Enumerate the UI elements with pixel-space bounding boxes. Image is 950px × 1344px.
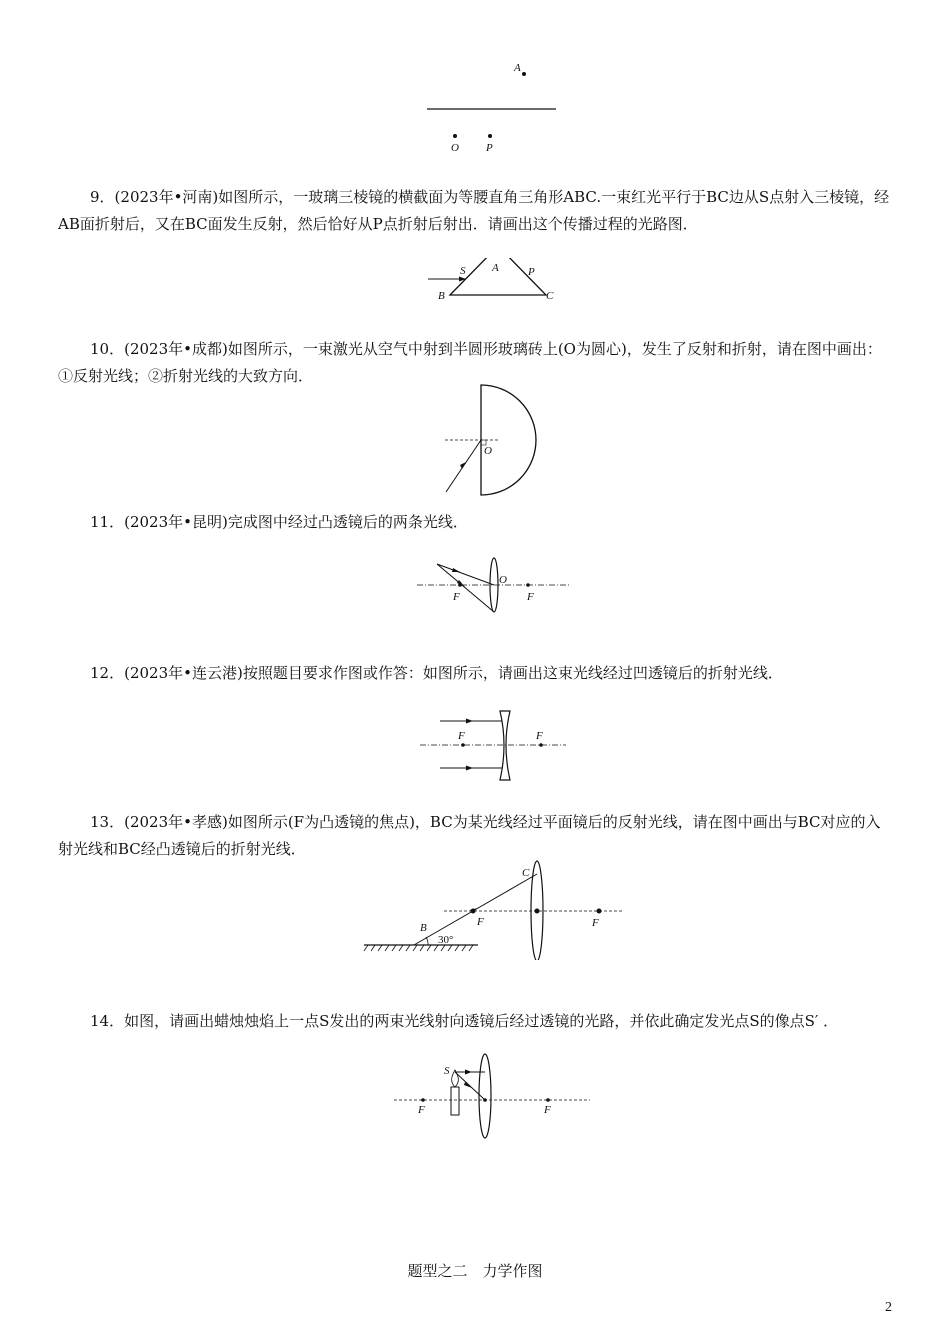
question-9-text: (2023年•河南)如图所示，一玻璃三棱镜的横截面为等腰直角三角形ABC.一束红光平行于BC边从S点射入三棱镜，经AB面折射后，又在BC面发生反射，然后恰好从P点折射后射出．请画出这个传播过程的光路图． [58,188,890,233]
figure-concave-lens [418,708,568,784]
label-b: B [420,922,427,934]
figure-mirror-points [420,55,570,160]
label-f1: F [458,730,465,742]
label-f2: F [544,1104,551,1116]
label-s: S [460,265,466,277]
page-number: 2 [885,1300,892,1315]
question-11 [58,509,894,536]
figure-convex-lens-a [415,554,575,616]
label-f2: F [536,730,543,742]
label-c: C [546,290,554,302]
question-11-number: 11． [90,513,125,531]
label-a: A [492,262,499,274]
label-o: O [451,142,459,154]
label-o: O [499,574,507,586]
section-title: 题型之二 力学作图 [407,1262,543,1280]
figure-prism-apex-label [490,260,510,274]
label-b: B [438,290,445,302]
label-f1: F [477,916,484,928]
question-10-number: 10． [90,340,125,358]
label-f1: F [418,1104,425,1116]
figure-semicircle-glass [440,380,550,500]
question-14-number: 14． [90,1012,125,1030]
question-14 [58,1008,894,1035]
label-angle: 30° [438,934,454,946]
question-9-number: 9． [90,188,115,206]
question-10-text: (2023年•成都)如图所示，一束激光从空气中射到半圆形玻璃砖上(O为圆心)，发生了反射和折射，请在图中画出：①反射光线；②折射光线的大致方向． [58,340,882,385]
label-a: A [514,62,521,74]
label-f2: F [527,591,534,603]
label-o: O [484,445,492,457]
question-14-text: 如图，请画出蜡烛烛焰上一点S发出的两束光线射向透镜后经过透镜的光路，并依此确定发光点S的像点S′ ． [124,1012,839,1030]
question-13-text: (2023年•孝感)如图所示(F为凸透镜的焦点)，BC为某光线经过平面镜后的反射光线，请在图中画出与BC对应的入射光线和BC经凸透镜后的折射光线． [58,813,881,858]
question-12-text: (2023年•连云港)按照题目要求作图或作答：如图所示，请画出这束光线经过凹透镜后的折射光线． [124,664,783,682]
question-12 [58,660,894,687]
figure-candle-lens [390,1052,595,1140]
label-s: S [444,1065,450,1077]
question-11-text: (2023年•昆明)完成图中经过凸透镜后的两条光线． [124,513,468,531]
question-12-number: 12． [90,664,125,682]
label-f2: F [592,917,599,929]
question-9 [58,184,894,238]
label-p: P [486,142,493,154]
figure-mirror-convex-lens [360,854,630,960]
label-p: P [528,266,535,278]
label-c: C [522,867,530,879]
label-f1: F [453,591,460,603]
question-13-number: 13． [90,813,125,831]
